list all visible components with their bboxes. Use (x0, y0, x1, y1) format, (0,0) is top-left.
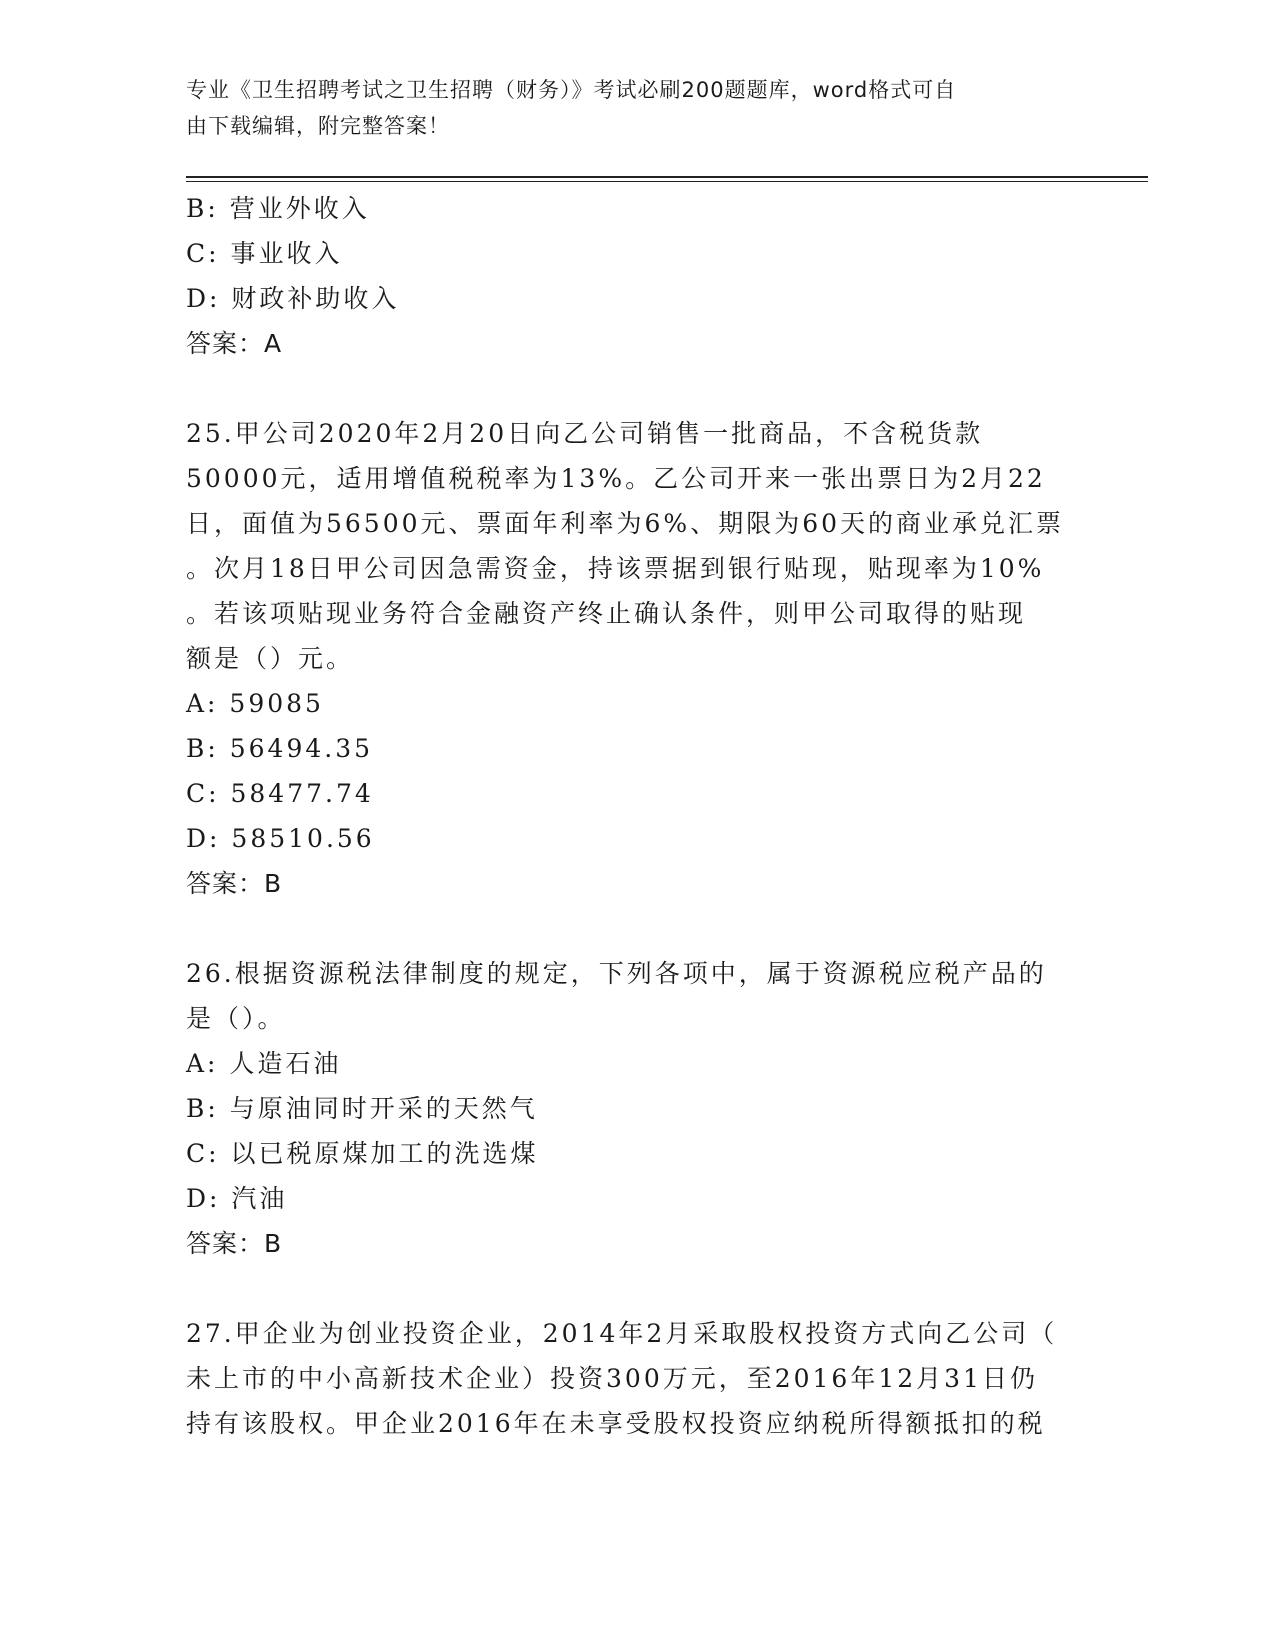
document-body (186, 186, 1086, 1446)
header-rule-thin (186, 181, 1148, 182)
page-header (186, 72, 1066, 144)
option-b: B: 56494.35 (186, 734, 374, 763)
spacer (186, 1266, 1086, 1311)
question-text-line: 25.甲公司2020年2月20日向乙公司销售一批商品，不含税货款 (186, 419, 984, 448)
option-a: A: 59085 (186, 689, 324, 718)
question-text-line: 日，面值为56500元、票面年利率为6%、期限为60天的商业承兑汇票 (186, 509, 1065, 538)
option-c: C: 以已税原煤加工的洗选煤 (186, 1139, 539, 1168)
question-text-line: 50000元，适用增值税税率为13%。乙公司开来一张出票日为2月22 (186, 464, 1046, 493)
answer-line: 答案：B (186, 1229, 283, 1258)
question-text-line: 未上市的中小高新技术企业）投资300万元，至2016年12月31日仍 (186, 1364, 1038, 1393)
question-text-line: 。若该项贴现业务符合金融资产终止确认条件，则甲公司取得的贴现 (186, 599, 1027, 628)
spacer (186, 906, 1086, 951)
question-text-line: 持有该股权。甲企业2016年在未享受股权投资应纳税所得额抵扣的税 (186, 1409, 1046, 1438)
header-line-1: 专业《卫生招聘考试之卫生招聘（财务）》考试必刷200题题库，word格式可自 (186, 78, 957, 102)
option-d: D: 汽油 (186, 1184, 288, 1213)
question-text-line: 是（）。 (186, 1004, 286, 1033)
answer-line: 答案：A (186, 329, 283, 358)
prev-question-block (186, 186, 1086, 366)
option-a: A: 人造石油 (186, 1049, 342, 1078)
question-text-line: 额是（）元。 (186, 644, 355, 673)
header-line-2: 由下载编辑，附完整答案！ (186, 114, 450, 138)
option-d: D: 58510.56 (186, 824, 375, 853)
spacer (186, 366, 1086, 411)
option-c: C: 事业收入 (186, 239, 343, 268)
header-rule-thick (186, 176, 1148, 178)
question-27 (186, 1311, 1086, 1446)
option-b: B: 营业外收入 (186, 194, 370, 223)
question-text-line: 27.甲企业为创业投资企业，2014年2月采取股权投资方式向乙公司（ (186, 1319, 1058, 1348)
answer-line: 答案：B (186, 869, 283, 898)
option-d: D: 财政补助收入 (186, 284, 400, 313)
question-text-line: 。次月18日甲公司因急需资金，持该票据到银行贴现，贴现率为10% (186, 554, 1045, 583)
option-c: C: 58477.74 (186, 779, 374, 808)
question-text-line: 26.根据资源税法律制度的规定，下列各项中，属于资源税应税产品的 (186, 959, 1047, 988)
question-25 (186, 411, 1086, 906)
question-26 (186, 951, 1086, 1266)
option-b: B: 与原油同时开采的天然气 (186, 1094, 538, 1123)
